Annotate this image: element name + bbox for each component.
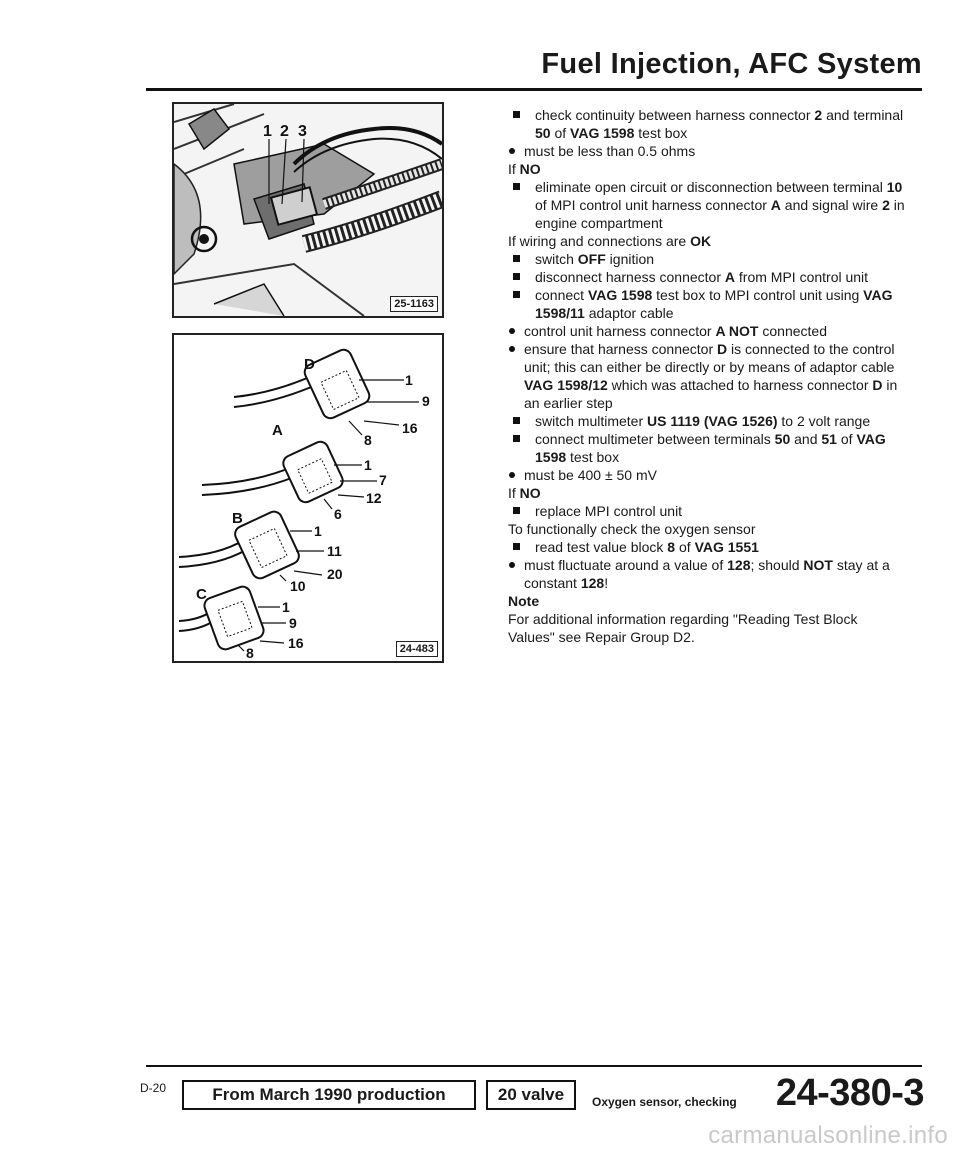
- connector-d-pin-9: 9: [422, 393, 430, 409]
- connector-diagram-figure: [172, 333, 444, 663]
- connector-a-pin-12: 12: [366, 490, 382, 506]
- connector-b-pin-11: 11: [327, 543, 342, 559]
- connector-b-pin-1: 1: [314, 523, 322, 539]
- connector-b-pin-10: 10: [290, 578, 306, 594]
- condition-wiring-ok: If wiring and connections are OK: [508, 233, 712, 249]
- connector-a-label: A: [272, 422, 283, 439]
- substep-connector-not-connected: control unit harness connector A NOT connected: [508, 322, 908, 340]
- step-switch-multimeter: switch multimeter US 1119 (VAG 1526) to 2 volt range: [508, 412, 908, 430]
- production-box: From March 1990 production: [182, 1080, 476, 1110]
- connector-d-pin-1: 1: [405, 372, 413, 388]
- step-eliminate-open-circuit: eliminate open circuit or disconnection between terminal 10 of MPI control unit harness connector A and signal wire 2 in engine compartment: [508, 178, 908, 232]
- substep-fluctuate: must fluctuate around a value of 128; should NOT stay at a constant 128!: [508, 556, 908, 592]
- photo-callout-3: 3: [298, 123, 307, 140]
- connector-c-pin-16: 16: [288, 635, 304, 651]
- photo-callout-2: 2: [280, 123, 289, 140]
- connector-c-pin-1: 1: [282, 599, 290, 615]
- connector-b-pin-20: 20: [327, 566, 343, 582]
- figure-code: 24-483: [396, 641, 438, 657]
- condition-if-no: If NO: [508, 161, 541, 177]
- connector-b-label: B: [232, 510, 243, 527]
- condition-if-no-2: If NO: [508, 485, 541, 501]
- step-check-continuity: check continuity between harness connector 2 and terminal 50 of VAG 1598 test box: [508, 106, 908, 142]
- connector-a-pin-1: 1: [364, 457, 372, 473]
- watermark: carmanualsonline.info: [708, 1122, 948, 1149]
- functional-check-heading: To functionally check the oxygen sensor: [508, 521, 756, 537]
- substep-voltage-spec: must be 400 ± 50 mV: [508, 466, 908, 484]
- instruction-column: [508, 106, 908, 646]
- figure-code: 25-1163: [390, 296, 438, 312]
- valve-box: 20 valve: [486, 1080, 576, 1110]
- engine-photo-drawing: [174, 104, 442, 316]
- step-disconnect-connector: disconnect harness connector A from MPI control unit: [508, 268, 908, 286]
- doc-code: D-20: [140, 1081, 167, 1095]
- step-connect-test-box: connect VAG 1598 test box to MPI control unit using VAG 1598/11 adaptor cable: [508, 286, 908, 322]
- connector-c-label: C: [196, 586, 207, 603]
- connector-c-pin-8: 8: [246, 645, 254, 661]
- footer-rule: [146, 1065, 922, 1067]
- section-name: Oxygen sensor, checking: [592, 1095, 737, 1109]
- connector-c-pin-9: 9: [289, 615, 297, 631]
- page-title: Fuel Injection, AFC System: [541, 48, 922, 80]
- note-text: For additional information regarding "Reading Test Block Values" see Repair Group D2.: [508, 611, 858, 645]
- page-number: 24-380-3: [775, 1072, 924, 1114]
- connector-a-pin-6: 6: [334, 506, 342, 522]
- substep-ensure-connector-d: ensure that harness connector D is connected to the control unit; this can either be directly or by means of adaptor cable VAG 1598/12 which was attached to harness connector D in an earlier step: [508, 340, 908, 412]
- step-switch-off-ignition: switch OFF ignition: [508, 250, 908, 268]
- substep-resistance: must be less than 0.5 ohms: [508, 142, 908, 160]
- connector-d-label: D: [304, 356, 315, 373]
- engine-photo-figure: [172, 102, 444, 318]
- photo-callout-1: 1: [263, 123, 272, 140]
- note-title: Note: [508, 593, 540, 609]
- connector-diagram: [174, 335, 442, 661]
- connector-a-pin-7: 7: [379, 472, 387, 488]
- connector-d-pin-8: 8: [364, 432, 372, 448]
- connector-d-pin-16: 16: [402, 420, 418, 436]
- step-read-test-value: read test value block 8 of VAG 1551: [508, 538, 908, 556]
- step-connect-multimeter: connect multimeter between terminals 50 and 51 of VAG 1598 test box: [508, 430, 908, 466]
- header-rule: [146, 88, 922, 91]
- step-replace-control-unit: replace MPI control unit: [508, 502, 908, 520]
